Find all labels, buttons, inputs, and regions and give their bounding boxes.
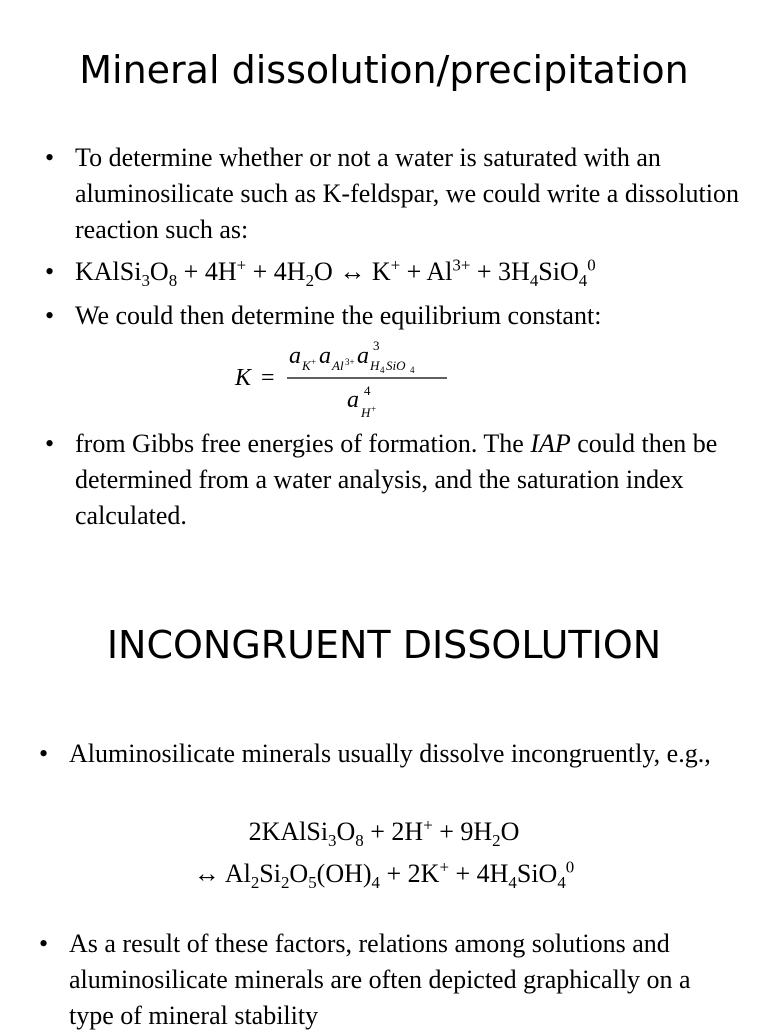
svg-text:Al: Al xyxy=(332,358,344,373)
equilibrium-constant-formula xyxy=(225,335,465,425)
svg-text:H: H xyxy=(370,358,380,373)
bullet-text: • from Gibbs free energies of formation. The IAP could then be determined from a water analysis, and the saturation index calculated. xyxy=(75,426,745,534)
svg-text:K: K xyxy=(302,358,311,373)
svg-text:a: a xyxy=(357,343,369,369)
bullet-text: • We could then determine the equilibrium constant: xyxy=(75,298,745,334)
bullet-dot: • xyxy=(39,739,49,768)
bullet-dot: • xyxy=(45,429,55,458)
svg-text:4: 4 xyxy=(380,365,385,375)
svg-text:a: a xyxy=(319,343,331,369)
slide-title: Mineral dissolution/precipitation xyxy=(79,48,689,92)
svg-text:3+: 3+ xyxy=(345,357,355,367)
svg-text:=: = xyxy=(261,365,275,391)
reaction-line-2: ↔ $Al_2Si_2O_5(OH)_4 + 2K^+ + 4H_4SiO_4^0$ xyxy=(193,857,575,893)
reaction-line-1: $2KAlSi_3O_8 + 2H^+ + 9H_2O$ xyxy=(248,815,520,851)
svg-text:4: 4 xyxy=(410,365,415,375)
svg-text:H: H xyxy=(361,405,371,420)
slide-title: INCONGRUENT DISSOLUTION xyxy=(106,623,662,667)
svg-text:a: a xyxy=(289,343,301,369)
svg-text:+: + xyxy=(311,357,317,367)
reaction-equation: • $KAlSi_3O_8 + 4H^+ + 4H_2O$ ↔ $K^+ + Al^{3+} + 3H_4SiO_4^0$ xyxy=(45,255,596,291)
bullet-text: • As a result of these factors, relations among solutions and aluminosilicate minerals are often depicted graphically on a type of mineral stability xyxy=(69,926,729,1034)
bullet-dot: • xyxy=(45,257,55,286)
svg-text:3: 3 xyxy=(373,338,380,353)
bullet-dot: • xyxy=(39,929,49,958)
bullet-text: • To determine whether or not a water is saturated with an aluminosilicate such as K-feldspar, we could write a dissolution reaction such as: xyxy=(75,140,745,248)
bullet-dot: • xyxy=(45,143,55,172)
svg-text:4: 4 xyxy=(364,383,371,398)
svg-text:a: a xyxy=(347,387,359,413)
bullet-dot: • xyxy=(45,301,55,330)
svg-text:+: + xyxy=(371,404,377,414)
bullet-text: • Aluminosilicate minerals usually dissolve incongruently, e.g., xyxy=(69,736,729,772)
svg-text:K: K xyxy=(235,365,252,391)
svg-text:SiO: SiO xyxy=(386,358,406,373)
